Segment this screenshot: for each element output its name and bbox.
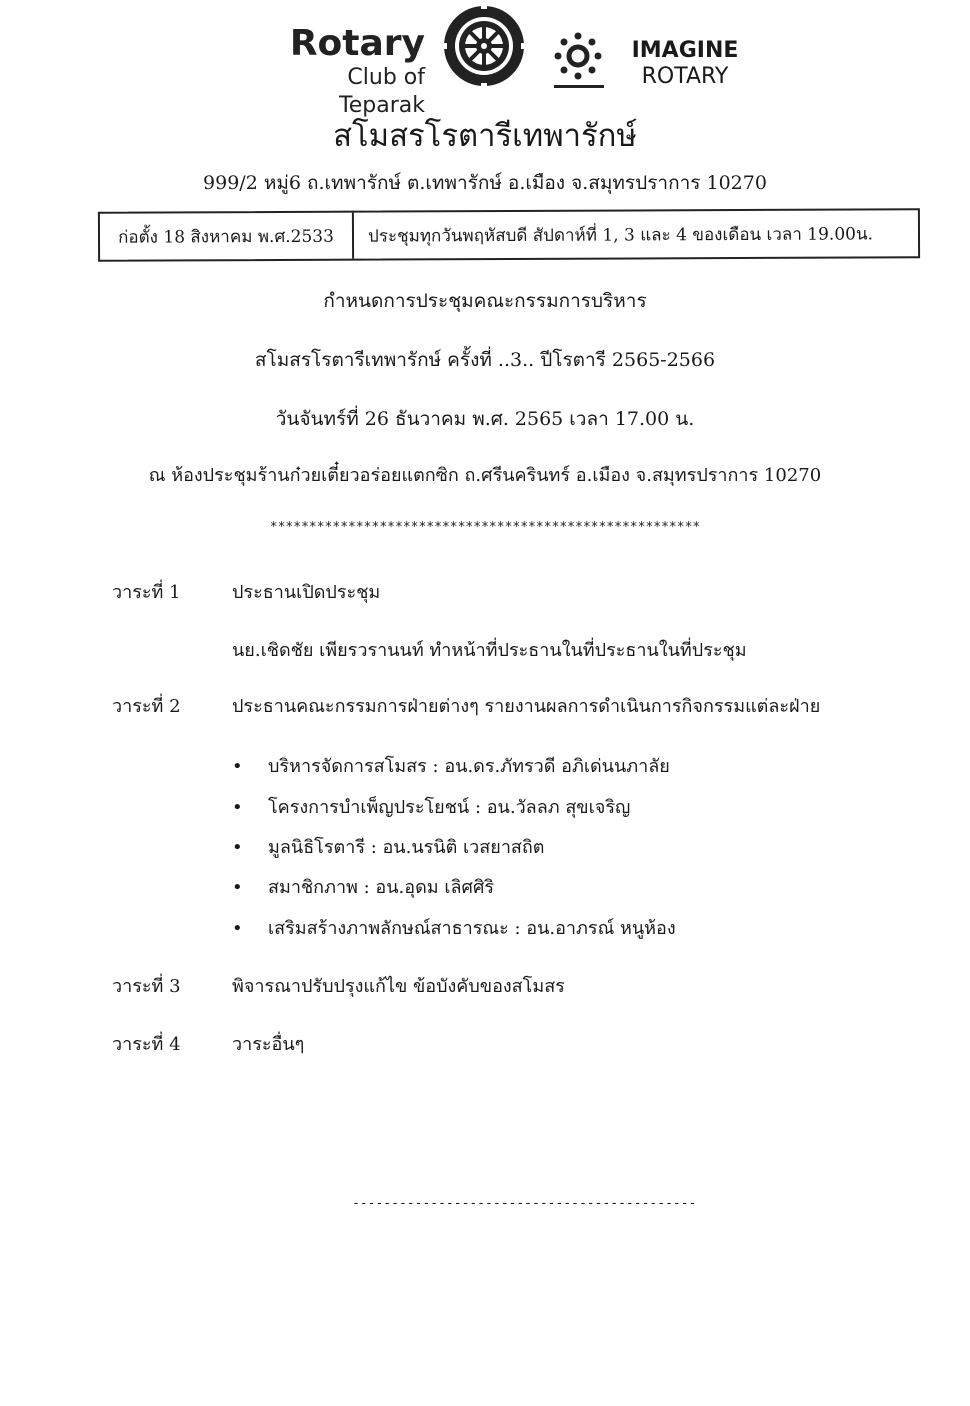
bullet-icon: • — [232, 877, 243, 898]
rotary-club-logo — [255, 24, 425, 120]
star-separator: ******************************************************* — [269, 520, 701, 535]
bullet-icon: • — [232, 837, 243, 858]
agenda-3-title: พิจารณาปรับปรุงแก้ไข ข้อบังคับของสโมสร — [232, 976, 565, 997]
founded-date: ก่อตั้ง 18 สิงหาคม พ.ศ.2533 — [100, 213, 354, 260]
closing-divider: -------------------------------------------- — [352, 1196, 697, 1211]
agenda-1-detail: นย.เชิดชัย เพียรวรานนท์ ทำหน้าที่ประธานในที่ประธานในที่ประชุม — [232, 640, 747, 661]
club-subtitle: Club of Teparak — [339, 65, 425, 118]
bullet-icon: • — [232, 797, 243, 818]
list-item: เสริมสร้างภาพลักษณ์สาธารณะ : อน.อาภรณ์ หนูห้อง — [268, 918, 676, 939]
bullet-icon: • — [232, 756, 243, 777]
club-address: 999/2 หมู่6 ถ.เทพารักษ์ ต.เทพารักษ์ อ.เมือง จ.สมุทรปราการ 10270 — [203, 172, 767, 194]
list-item: สมาชิกภาพ : อน.อุดม เลิศศิริ — [268, 877, 495, 898]
bullet-icon: • — [232, 918, 243, 939]
imagine-rotary-icon — [550, 30, 608, 92]
meeting-title-line1: กำหนดการประชุมคณะกรรมการบริหาร — [323, 290, 647, 312]
agenda-3-label: วาระที่ 3 — [112, 976, 181, 997]
list-item: บริหารจัดการสโมสร : อน.ดร.ภัทรวดี อภิเด่นนภาลัย — [268, 756, 670, 777]
info-box — [98, 208, 920, 262]
agenda-4-label: วาระที่ 4 — [112, 1034, 181, 1055]
meeting-title-line2: สโมสรโรตารีเทพารักษ์ ครั้งที่ ..3.. ปีโรตารี 2565-2566 — [254, 349, 716, 371]
club-name-heading: สโมสรโรตารีเทพารักษ์ — [333, 118, 637, 154]
agenda-1-title: ประธานเปิดประชุม — [232, 582, 381, 603]
agenda-2-title: ประธานคณะกรรมการฝ่ายต่างๆ รายงานผลการดำเนินการกิจกรรมแต่ละฝ่าย — [232, 696, 821, 717]
rotary-wheel-icon — [442, 4, 526, 88]
list-item: โครงการบำเพ็ญประโยชน์ : อน.วัลลภ สุขเจริญ — [268, 797, 631, 818]
meeting-venue: ณ ห้องประชุมร้านก๋วยเตี๋ยวอร่อยแตกซิก ถ.ศรีนครินทร์ อ.เมือง จ.สมุทรปราการ 10270 — [148, 465, 822, 486]
meeting-date-time: วันจันทร์ที่ 26 ธันวาคม พ.ศ. 2565 เวลา 17.00 น. — [275, 408, 695, 430]
imagine-line1: IMAGINE — [631, 38, 739, 63]
agenda-2-label: วาระที่ 2 — [112, 696, 181, 717]
list-item: มูลนิธิโรตารี : อน.นรนิติ เวสยาสถิต — [268, 837, 545, 858]
meeting-schedule: ประชุมทุกวันพฤหัสบดี สัปดาห์ที่ 1, 3 และ 4 ของเดือน เวลา 19.00น. — [367, 223, 873, 247]
imagine-line2: ROTARY — [641, 64, 729, 89]
imagine-rotary-text — [625, 38, 745, 90]
agenda-1-label: วาระที่ 1 — [112, 582, 181, 603]
agenda-4-title: วาระอื่นๆ — [232, 1034, 305, 1055]
rotary-brand-text: Rotary — [289, 23, 425, 64]
